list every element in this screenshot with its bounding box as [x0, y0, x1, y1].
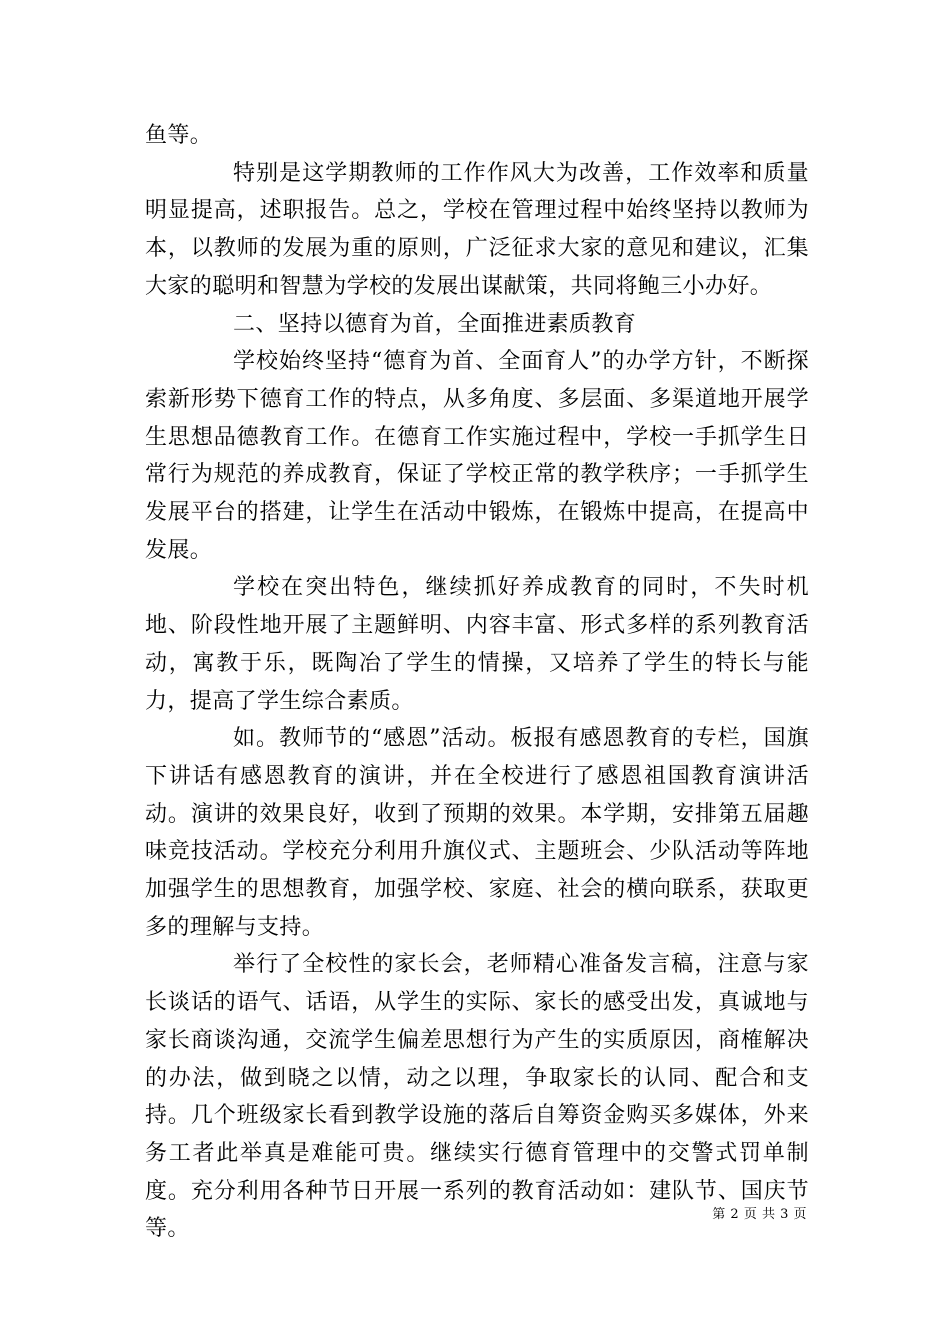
paragraph-2: 特别是这学期教师的工作作风大为改善，工作效率和质量明显提高，述职报告。总之，学校在管理过程中始终坚持以教师为本，以教师的发展为重的原则，广泛征求大家的意见和建议，汇集大家的聪明和智慧为学校的发展出谋献策，共同将鲍三小办好。: [145, 160, 809, 299]
paragraph-3: 学校始终坚持“德育为首、全面育人”的办学方针，不断探索新形势下德育工作的特点，从多角度、多层面、多渠道地开展学生思想品德教育工作。在德育工作实施过程中，学校一手抓学生日常行为规范的养成教育，保证了学校正常的教学秩序；一手抓学生发展平台的搭建，让学生在活动中锻炼，在锻炼中提高，在提高中发展。: [145, 349, 809, 563]
section-heading: 二、坚持以德育为首，全面推进素质教育: [233, 311, 637, 337]
paragraph-4: 学校在突出特色，继续抓好养成教育的同时，不失时机地、阶段性地开展了主题鲜明、内容丰富、形式多样的系列教育活动，寓教于乐，既陶冶了学生的情操，又培养了学生的特长与能力，提高了学生综合素质。: [145, 575, 809, 714]
paragraph-6: 举行了全校性的家长会，老师精心准备发言稿，注意与家长谈话的语气、话语，从学生的实际、家长的感受出发，真诚地与家长商谈沟通，交流学生偏差思想行为产生的实质原因，商榷解决的办法，做到晓之以情，动之以理，争取家长的认同、配合和支持。几个班级家长看到教学设施的落后自筹资金购买多媒体，外来务工者此举真是难能可贵。继续实行德育管理中的交警式罚单制度。充分利用各种节日开展一系列的教育活动如：建队节、国庆节等。: [145, 952, 809, 1242]
document-body: [145, 117, 809, 1248]
paragraph-5: 如。教师节的“感恩”活动。板报有感恩教育的专栏，国旗下讲话有感恩教育的演讲，并在全校进行了感恩祖国教育演讲活动。演讲的效果良好，收到了预期的效果。本学期，安排第五届趣味竞技活动。学校充分利用升旗仪式、主题班会、少队活动等阵地加强学生的思想教育，加强学校、家庭、社会的横向联系，获取更多的理解与支持。: [145, 726, 809, 940]
page-number-footer: 第 2 页 共 3 页: [712, 1207, 807, 1222]
paragraph-1: 鱼等。: [145, 123, 213, 148]
